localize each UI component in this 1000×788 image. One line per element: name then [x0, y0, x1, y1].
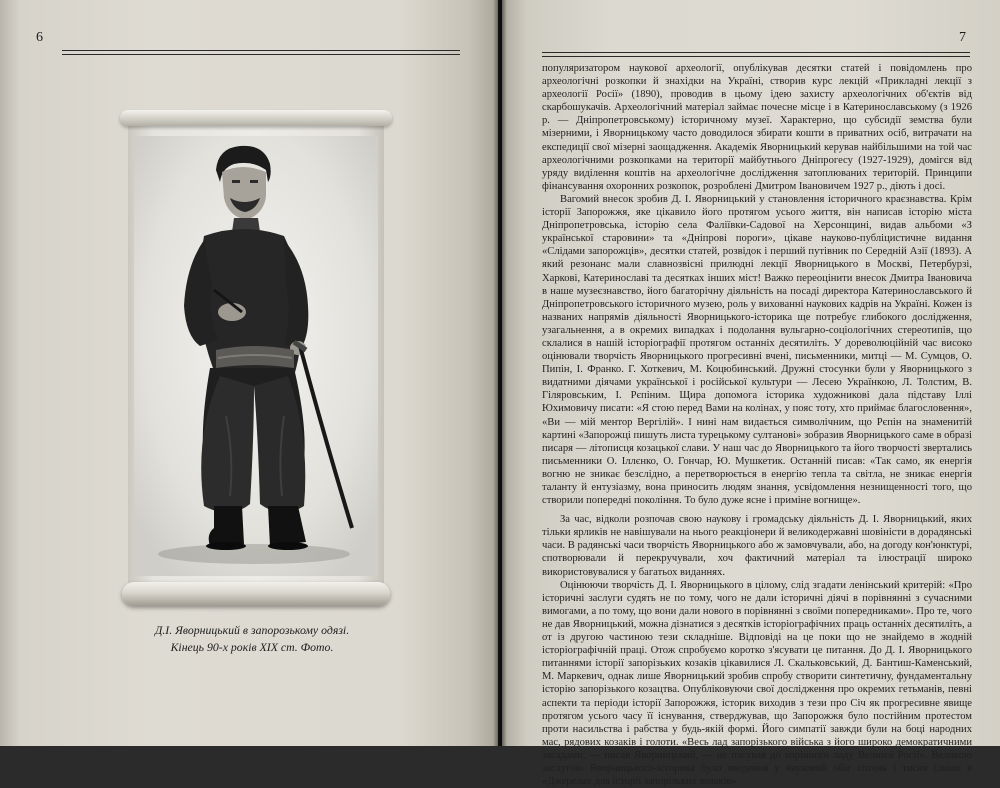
header-rule — [62, 50, 460, 51]
header-rule-thin — [542, 56, 970, 57]
paragraph: За час, відколи розпочав свою наукову і громадську діяльність Д. І. Яворницький, яких тільки ярликів не навішували на нього реакціонери й великодержавні шовіністи в дорадянські часи. В радянські часи творчість Яворницького або ж замовчували, або, на догоду кон'юнктурі, спотворювали й перекручували, хоч фактичний матеріал та ілюстрації широко використовувалися у багатьох виданнях. — [542, 514, 972, 578]
caption-line-1: Д.І. Яворницький в запорозькому одязі. — [154, 623, 350, 637]
right-page — [502, 0, 1000, 788]
paragraph: Вагомий внесок зробив Д. І. Яворницький у становлення історичного краєзнавства. Крім історії Запорожжя, яке цікавило його протягом усього життя, він написав історію міста Дніпропетровська, історію села Фаліївки-Садової на Херсонщині, видав альбоми «З української старовини» та «Дніпрові пороги», цікаве науково-публіцистичне видання «Слідами запорожців», десятки статей, розвідок і перший путівник по Середній Азії (1893). А який резонанс мали славнозвісні прилюдні лекції Яворницького в Москві, Петербурзі, Харкові, Катеринославі та десятках інших міст! Важко переоцінити внесок Дмитра Івановича в наше музеєзнавство, його багаторічну діяльність на посаді директора Катеринославського й Дніпропетровського історичного музею, роль у вихованні наукових кадрів на Україні. Кожен із названих напрямів діяльності Яворницького-історика ще потребує глибокого дослідження, узагальнення, а в окремих випадках і подолання вульгарно-соціологічних стереотипів, що склалися в нашій історіографії протягом останніх десятиліть. У дореволюційній час високо оцінювали творчість Яворницького прогресивні вчені, письменники, митці — М. Сумцов, О. Пипін, І. Франко. Г. Хоткевич, М. Коцюбинський. Дружні стосунки були у Яворницького з видатними діячами української і російської культури — Лесею Українкою, Л. Толстим, В. Гіляровським, І. Рєпіним. Щира допомога історика художникові дала підставу Іллі Юхимовичу писати: «Я стою перед Вами на колінах, у пояс тоту, хто приймає благословення», «Ви — мій ментор Вергілій». І нині нам видається символічним, що Рєпін на знаменитій картині «Запорожці пишуть листа турецькому султанові» зобразив Яворницького саме в образі писаря — літописця козацької слави. У наш час до Яворницького та його творчості звертались письменники О. Іллєнко, О. Гончар, Ю. Мушкетик. Останній писав: «Так само, як енергія вогню не зникає безслідно, а перетворюється в енергію тепла та світла, не зникає енергія таланту й ентузіазму, вона приносить людям знання, усвідомлення незнищенності того, що створили попередні покоління. То було дуже ясне і приміне вогнище». — [542, 193, 972, 507]
scroll-bottom-roll — [122, 582, 390, 606]
header-rule — [542, 52, 970, 53]
header-rule-thin — [62, 54, 460, 55]
book-gutter — [493, 0, 507, 746]
page-number-right: 7 — [959, 30, 966, 45]
portrait-photo — [134, 136, 378, 576]
paragraph: популяризатором наукової археології, опублікував десятки статей і повідомлень про археологічні розкопки й знахідки на Україні, створив курс лекцій «Прикладні лекції з археології Росії» (1890), проводив в цьому ідею захисту археологічних об'єктів від скарбошукачів. Археологічний матеріал займає почесне місце і в Катеринославському (з 1926 р. — Дніпропетровському) історичному музеї. Характерно, що субсидії земства були мізерними, і Яворницькому часто доводилося збирати кошти в приватних осіб, витрачати на експедиції свої мізерні заощадження. Академік Яворницький керував найбільшими на той час археологічними розкопками на території майбутнього Дніпрогесу (1927-1929), домігся від уряду виділення коштів на археологічне дослідження затоплюваних територій. Принципи фінансування охоронних розкопок, розроблені Дмитром Івановичем 1927 р., діють і досі. — [542, 63, 972, 192]
page-number-left: 6 — [36, 30, 43, 45]
left-page — [0, 0, 498, 746]
photo-scroll-frame — [128, 110, 384, 608]
scroll-top-roll — [120, 110, 392, 126]
cossack-figure-illustration — [134, 136, 378, 576]
paragraph: Оцінюючи творчість Д. І. Яворницького в цілому, слід згадати ленінський критерій: «Про історичні заслуги судять не по тому, чого не дали історичні діячі в порівнянні з сучасними вимогами, а по тому, що вони дали нового в порівнянні з своїми попередниками». Про те, чого не дав Яворницький, можна дізнатися з десятків історіографічних праць останніх десятиліть, а от із другою частиною тези складніше. Відповіді на це поки що не знайдемо в жодній історіографічній праці. Отож спробуємо коротко з'ясувати це питання. До Д. І. Яворницького питаннями історії запорізьких козаків цікавилися Л. Скальковський, Д. Бантиш-Каменський, М. Маркевич, однак лише Яворницький зробив спробу створити синтетичну, фундаментальну історію запорізького козацтва. Опубліковуючи свої дослідження про окремих гетьманів, певні аспекти та періоди історії Запорожжя, історик виходив з тези про Січ як прогресивне явище протягом усього часу її існування, стверджував, що Запорожжя було постійним протестом проти насильства і рабства у будь-якій формі. Його симпатії завжди були на боці народних мас, рядових козаків і голоти. «Весь лад запорізького війська з його широко демократичними засадами, — писав Яворницький, — не пасував до корінного ладу Великої Росії». Великою заслугою Яворницького-історика було введення у науковий обіг сотень і тисяч (лише в «Джерелах для історії запорізьких козаків» — [542, 579, 972, 788]
photo-caption — [92, 622, 412, 656]
caption-line-2: Кінець 90-х років XIX ст. Фото. — [170, 640, 334, 654]
body-text — [542, 62, 972, 788]
